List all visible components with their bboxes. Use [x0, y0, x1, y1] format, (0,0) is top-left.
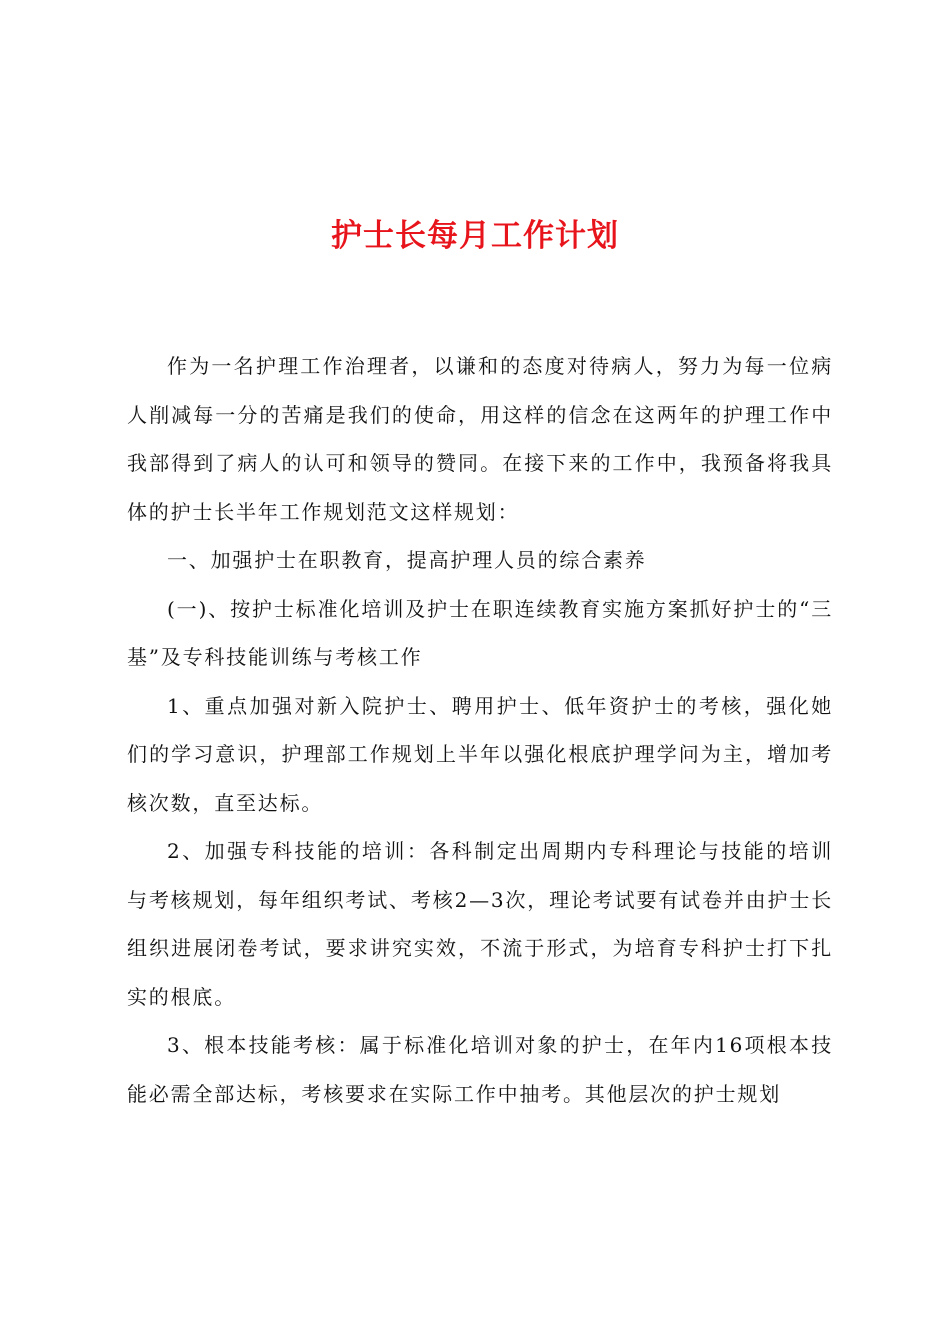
paragraph-intro: 作为一名护理工作治理者，以谦和的态度对待病人，努力为每一位病人削减每一分的苦痛是我们的使命，用这样的信念在这两年的护理工作中我部得到了病人的认可和领导的赞同。在接下来的工作中，我预备将我具体的护士长半年工作规划范文这样规划：	[127, 354, 833, 524]
paragraph-item-1: 1、重点加强对新入院护士、聘用护士、低年资护士的考核，强化她们的学习意识，护理部工作规划上半年以强化根底护理学问为主，增加考核次数，直至达标。	[127, 693, 833, 815]
paragraph-item-2: 2、加强专科技能的培训：各科制定出周期内专科理论与技能的培训与考核规划，每年组织考试、考核2—3次，理论考试要有试卷并由护士长组织进展闭卷考试，要求讲究实效，不流于形式，为培育专科护士打下扎实的根底。	[127, 839, 833, 1009]
document-body	[127, 342, 833, 1118]
paragraph-subsection-heading: (一)、按护士标准化培训及护士在职连续教育实施方案抓好护士的“三基”及专科技能训练与考核工作	[127, 596, 833, 669]
paragraph-item-3: 3、根本技能考核：属于标准化培训对象的护士，在年内16项根本技能必需全部达标，考核要求在实际工作中抽考。其他层次的护士规划	[127, 1033, 833, 1106]
paragraph-section-heading: 一、加强护士在职教育，提高护理人员的综合素养	[167, 548, 647, 572]
document-title: 护士长每月工作计划	[331, 218, 619, 254]
